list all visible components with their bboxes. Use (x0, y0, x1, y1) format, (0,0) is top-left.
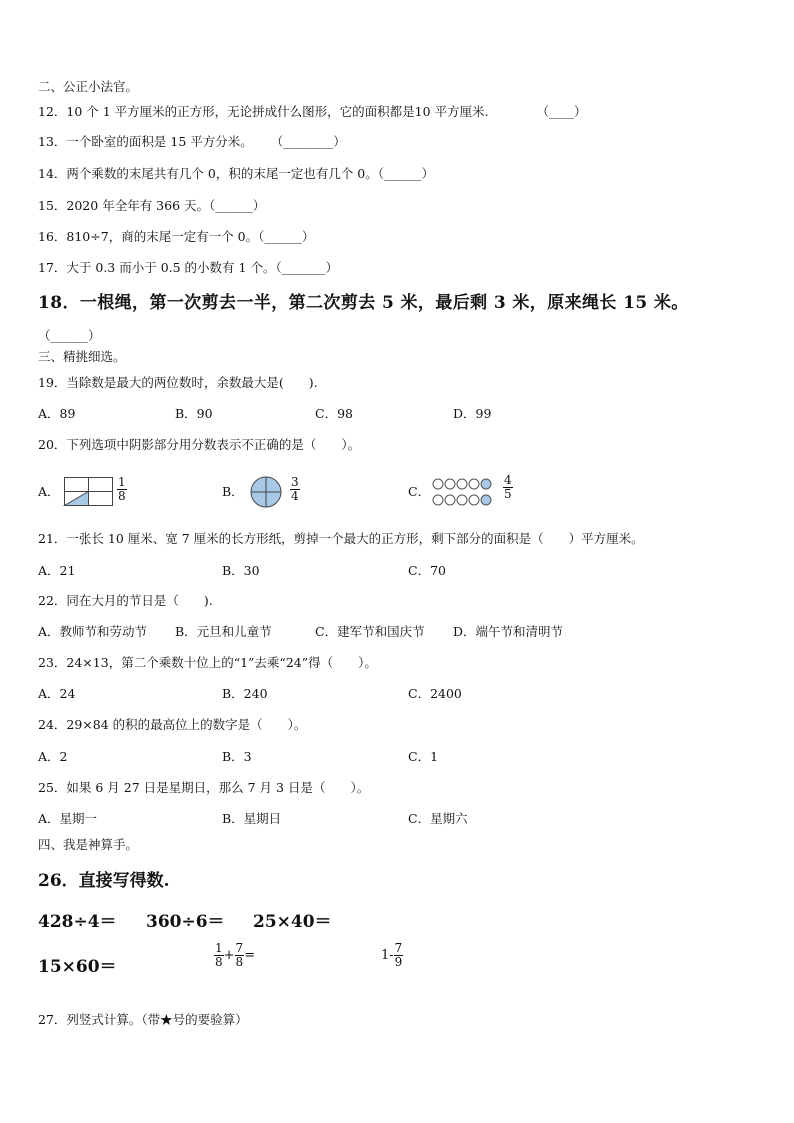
fraction-subtraction (381, 942, 403, 969)
question-18 (38, 295, 689, 311)
question-26-title: 26．直接写得数. (38, 871, 170, 891)
question-text: 两个乘数的末尾共有几个 0，积的末尾一定也有几个 0。 (66, 166, 378, 181)
option-c[interactable]: C．星期六 (408, 811, 468, 826)
question-text: 大于 0.3 而小于 0.5 的小数有 1 个。 (66, 260, 276, 275)
question-text: 如果 6 月 27 日是星期日，那么 7 月 3 日是（ ）。 (66, 780, 370, 795)
section-title-choice: 三、精挑细选。 (38, 349, 126, 364)
question-text: 24×13，第二个乘数十位上的“1”去乘“24”得（ ）。 (66, 655, 377, 670)
fraction-a: $\frac{1}{8}$ (118, 475, 126, 503)
question-number: 16． (38, 229, 67, 244)
question-13 (38, 134, 346, 150)
equals-sign: = (244, 948, 256, 963)
question-number: 12． (38, 104, 67, 119)
plus-sign: + (223, 948, 235, 963)
option-b[interactable]: B．3 (222, 749, 252, 764)
question-text: 10 个 1 平方厘米的正方形，无论拼成什么图形，它的面积都是10 平方厘米. (66, 104, 489, 119)
section-title-calc: 四、我是神算手。 (38, 837, 139, 852)
calc-item-2: 360÷6＝ (146, 912, 225, 932)
option-b[interactable]: B．90 (175, 406, 213, 421)
fraction-addition (214, 942, 255, 969)
answer-blank[interactable]: （______） (38, 328, 101, 343)
option-a[interactable]: A．89 (38, 406, 76, 421)
answer-blank[interactable]: （______） (258, 229, 315, 244)
option-a[interactable]: A．21 (38, 563, 76, 578)
option-c[interactable]: C．70 (408, 563, 446, 578)
fraction: $\frac{1}{8}$ (215, 941, 223, 969)
question-number: 13． (38, 134, 67, 149)
minuend: 1- (381, 948, 394, 963)
question-text: 一个卧室的面积是 15 平方分米。 (66, 134, 253, 149)
question-17 (38, 260, 338, 276)
option-a[interactable]: A．2 (38, 749, 68, 764)
question-number: 25． (38, 780, 67, 795)
question-number: 22． (38, 593, 67, 608)
question-number: 18． (38, 293, 80, 313)
option-b[interactable]: B．星期日 (222, 811, 282, 826)
option-a[interactable]: A． (38, 484, 60, 499)
calc-item-3: 25×40＝ (253, 912, 332, 932)
question-text: 29×84 的积的最高位上的数字是（ ）。 (66, 717, 307, 732)
question-text: 同在大月的节日是（ ). (66, 593, 213, 608)
option-c[interactable]: C．98 (315, 406, 353, 421)
circles-figure (432, 478, 502, 508)
option-a[interactable]: A．教师节和劳动节 (38, 624, 148, 639)
question-24 (38, 717, 306, 733)
question-text: 810÷7，商的末尾一定有一个 0。 (66, 229, 259, 244)
question-number: 17． (38, 260, 67, 275)
question-19 (38, 375, 318, 391)
question-12 (38, 104, 587, 120)
option-b[interactable]: B．30 (222, 563, 260, 578)
question-15 (38, 198, 265, 214)
option-c[interactable]: C．1 (408, 749, 439, 764)
rectangle-figure (64, 477, 114, 507)
answer-blank[interactable]: （____） (536, 104, 587, 119)
section-title-judge: 二、公正小法官。 (38, 79, 139, 94)
fraction: $\frac{7}{9}$ (394, 941, 403, 969)
option-d[interactable]: D．端午节和清明节 (453, 624, 564, 639)
fraction: $\frac{7}{8}$ (235, 941, 244, 969)
question-text: 一张长 10 厘米、宽 7 厘米的长方形纸，剪掉一个最大的正方形，剩下部分的面积是（ ）平方厘米。 (66, 531, 644, 546)
question-23 (38, 655, 377, 671)
option-a[interactable]: A．24 (38, 686, 76, 701)
option-c[interactable]: C． (408, 484, 431, 499)
question-21 (38, 531, 644, 547)
question-27: 27．列竖式计算。（带★号的要验算） (38, 1012, 248, 1027)
question-text: 下列选项中阴影部分用分数表示不正确的是（ ）。 (66, 437, 361, 452)
question-14 (38, 166, 434, 182)
option-a[interactable]: A．星期一 (38, 811, 98, 826)
answer-blank[interactable]: （______） (377, 166, 435, 181)
circle-figure (250, 476, 282, 508)
answer-blank[interactable]: （_______） (275, 260, 338, 275)
fraction-b: $\frac{3}{4}$ (291, 475, 299, 503)
option-b[interactable]: B．元旦和儿童节 (175, 624, 272, 639)
question-text: 当除数是最大的两位数时，余数最大是( ). (66, 375, 318, 390)
option-c[interactable]: C．建军节和国庆节 (315, 624, 425, 639)
answer-blank[interactable]: （________） (270, 134, 346, 149)
question-text: 一根绳，第一次剪去一半，第二次剪去 5 米，最后剩 3 米，原来绳长 15 米。 (79, 293, 689, 313)
question-25 (38, 780, 369, 796)
calc-item-1: 428÷4＝ (38, 912, 117, 932)
question-22 (38, 593, 213, 609)
option-b[interactable]: B．240 (222, 686, 268, 701)
question-text: 2020 年全年有 366 天。 (66, 198, 209, 213)
question-number: 20． (38, 437, 67, 452)
option-b[interactable]: B． (222, 484, 244, 499)
question-number: 19． (38, 375, 67, 390)
question-number: 23． (38, 655, 67, 670)
question-number: 24． (38, 717, 67, 732)
question-18-blank-line (38, 328, 101, 344)
answer-blank[interactable]: （______） (209, 198, 266, 213)
question-number: 14． (38, 166, 67, 181)
calc-item-4: 15×60＝ (38, 957, 117, 977)
question-20 (38, 437, 360, 453)
question-number: 15． (38, 198, 67, 213)
question-number: 21． (38, 531, 67, 546)
fraction-c: $\frac{4}{5}$ (504, 473, 512, 501)
option-c[interactable]: C．2400 (408, 686, 462, 701)
question-16 (38, 229, 314, 245)
option-d[interactable]: D．99 (453, 406, 492, 421)
